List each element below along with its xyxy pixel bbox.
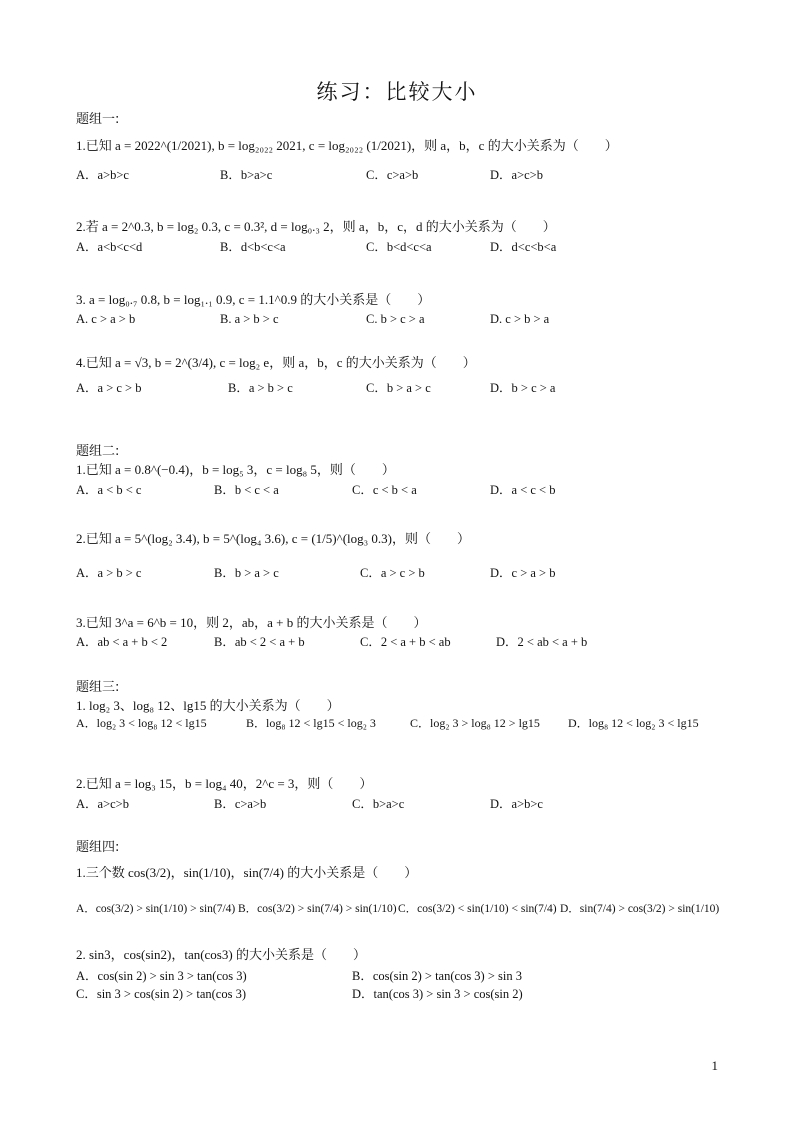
- option-d: D．a>c>b: [490, 168, 543, 182]
- option-a: A．cos(3/2) > sin(1/10) > sin(7/4): [76, 903, 236, 915]
- option-d: D．log₈ 12 < log₂ 3 < lg15: [568, 716, 699, 730]
- option-c: C．c < b < a: [352, 483, 417, 497]
- question-stem: 1.已知 a = 0.8^(−0.4)，b = log₅ 3，c = log₈ 5，则（ ）: [76, 462, 395, 477]
- question-stem: 3.已知 3^a = 6^b = 10，则 2，ab，a + b 的大小关系是（ ）: [76, 615, 427, 630]
- group-label: 题组四:: [76, 840, 120, 855]
- option-a: A．a > c > b: [76, 381, 142, 395]
- question-stem: 2.已知 a = log₃ 15，b = log₄ 40，2^c = 3，则（ ）: [76, 776, 373, 791]
- option-d: D．b > c > a: [490, 381, 556, 395]
- question-stem: 3. a = log₀.₇ 0.8, b = log₁.₁ 0.9, c = 1.1^0.9 的大小关系是（ ）: [76, 292, 431, 307]
- option-b: B．cos(3/2) > sin(7/4) > sin(1/10): [238, 903, 397, 915]
- option-b: B. a > b > c: [220, 312, 279, 326]
- group-label: 题组三:: [76, 680, 120, 695]
- option-d: D．sin(7/4) > cos(3/2) > sin(1/10): [560, 903, 720, 915]
- question-stem: 1.三个数 cos(3/2)，sin(1/10)，sin(7/4) 的大小关系是（ ）: [76, 865, 418, 880]
- option-d: D．2 < ab < a + b: [496, 635, 588, 649]
- option-d: D. c > b > a: [490, 312, 550, 326]
- option-a: A．a>b>c: [76, 168, 129, 182]
- group-label: 题组二:: [76, 444, 120, 459]
- option-c: C．cos(3/2) < sin(1/10) < sin(7/4): [398, 903, 557, 915]
- option-d: D．d<c<b<a: [490, 240, 557, 254]
- option-b: B．cos(sin 2) > tan(cos 3) > sin 3: [352, 969, 522, 983]
- question-stem: 2.已知 a = 5^(log₂ 3.4), b = 5^(log₄ 3.6), c = (1/5)^(log₃ 0.3)，则（ ）: [76, 531, 471, 546]
- option-c: C．log₂ 3 > log₈ 12 > lg15: [410, 716, 540, 730]
- question-stem: 1. log₂ 3、log₈ 12、lg15 的大小关系为（ ）: [76, 698, 340, 713]
- option-d: D．a < c < b: [490, 483, 556, 497]
- option-b: B．a > b > c: [228, 381, 293, 395]
- option-c: C．b<d<c<a: [366, 240, 432, 254]
- option-c: C．b > a > c: [366, 381, 431, 395]
- question-stem: 2. sin3，cos(sin2)，tan(cos3) 的大小关系是（ ）: [76, 947, 366, 962]
- page-title: 练习：比较大小: [316, 80, 478, 104]
- option-b: B．log₈ 12 < lg15 < log₂ 3: [246, 716, 376, 730]
- option-b: B．b > a > c: [214, 566, 279, 580]
- option-c: C．b>a>c: [352, 797, 405, 811]
- option-a: A．cos(sin 2) > sin 3 > tan(cos 3): [76, 969, 247, 983]
- option-a: A．a>c>b: [76, 797, 129, 811]
- option-b: B．c>a>b: [214, 797, 267, 811]
- option-a: A．ab < a + b < 2: [76, 635, 168, 649]
- question-stem: 2.若 a = 2^0.3, b = log₂ 0.3, c = 0.3², d = log₀.₃ 2，则 a，b，c，d 的大小关系为（ ）: [76, 219, 556, 234]
- option-b: B．b>a>c: [220, 168, 273, 182]
- option-d: D．c > a > b: [490, 566, 556, 580]
- option-c: C．a > c > b: [360, 566, 425, 580]
- option-c: C．2 < a + b < ab: [360, 635, 451, 649]
- option-c: C. b > c > a: [366, 312, 425, 326]
- question-stem: 1.已知 a = 2022^(1/2021), b = log₂₀₂₂ 2021, c = log₂₀₂₂ (1/2021)，则 a，b，c 的大小关系为（ ）: [76, 138, 618, 153]
- page-number: 1: [711, 1058, 718, 1073]
- option-b: B．ab < 2 < a + b: [214, 635, 305, 649]
- option-a: A．a < b < c: [76, 483, 142, 497]
- option-c: C．sin 3 > cos(sin 2) > tan(cos 3): [76, 987, 246, 1001]
- option-a: A．a<b<c<d: [76, 240, 143, 254]
- option-a: A．log₂ 3 < log₈ 12 < lg15: [76, 716, 207, 730]
- option-a: A．a > b > c: [76, 566, 142, 580]
- option-b: B．d<b<c<a: [220, 240, 286, 254]
- question-stem: 4.已知 a = √3, b = 2^(3/4), c = log₂ e，则 a，b，c 的大小关系为（ ）: [76, 355, 476, 370]
- option-b: B．b < c < a: [214, 483, 279, 497]
- option-d: D．tan(cos 3) > sin 3 > cos(sin 2): [352, 987, 523, 1001]
- option-d: D．a>b>c: [490, 797, 543, 811]
- group-label: 题组一:: [76, 112, 120, 127]
- option-c: C．c>a>b: [366, 168, 419, 182]
- option-a: A. c > a > b: [76, 312, 136, 326]
